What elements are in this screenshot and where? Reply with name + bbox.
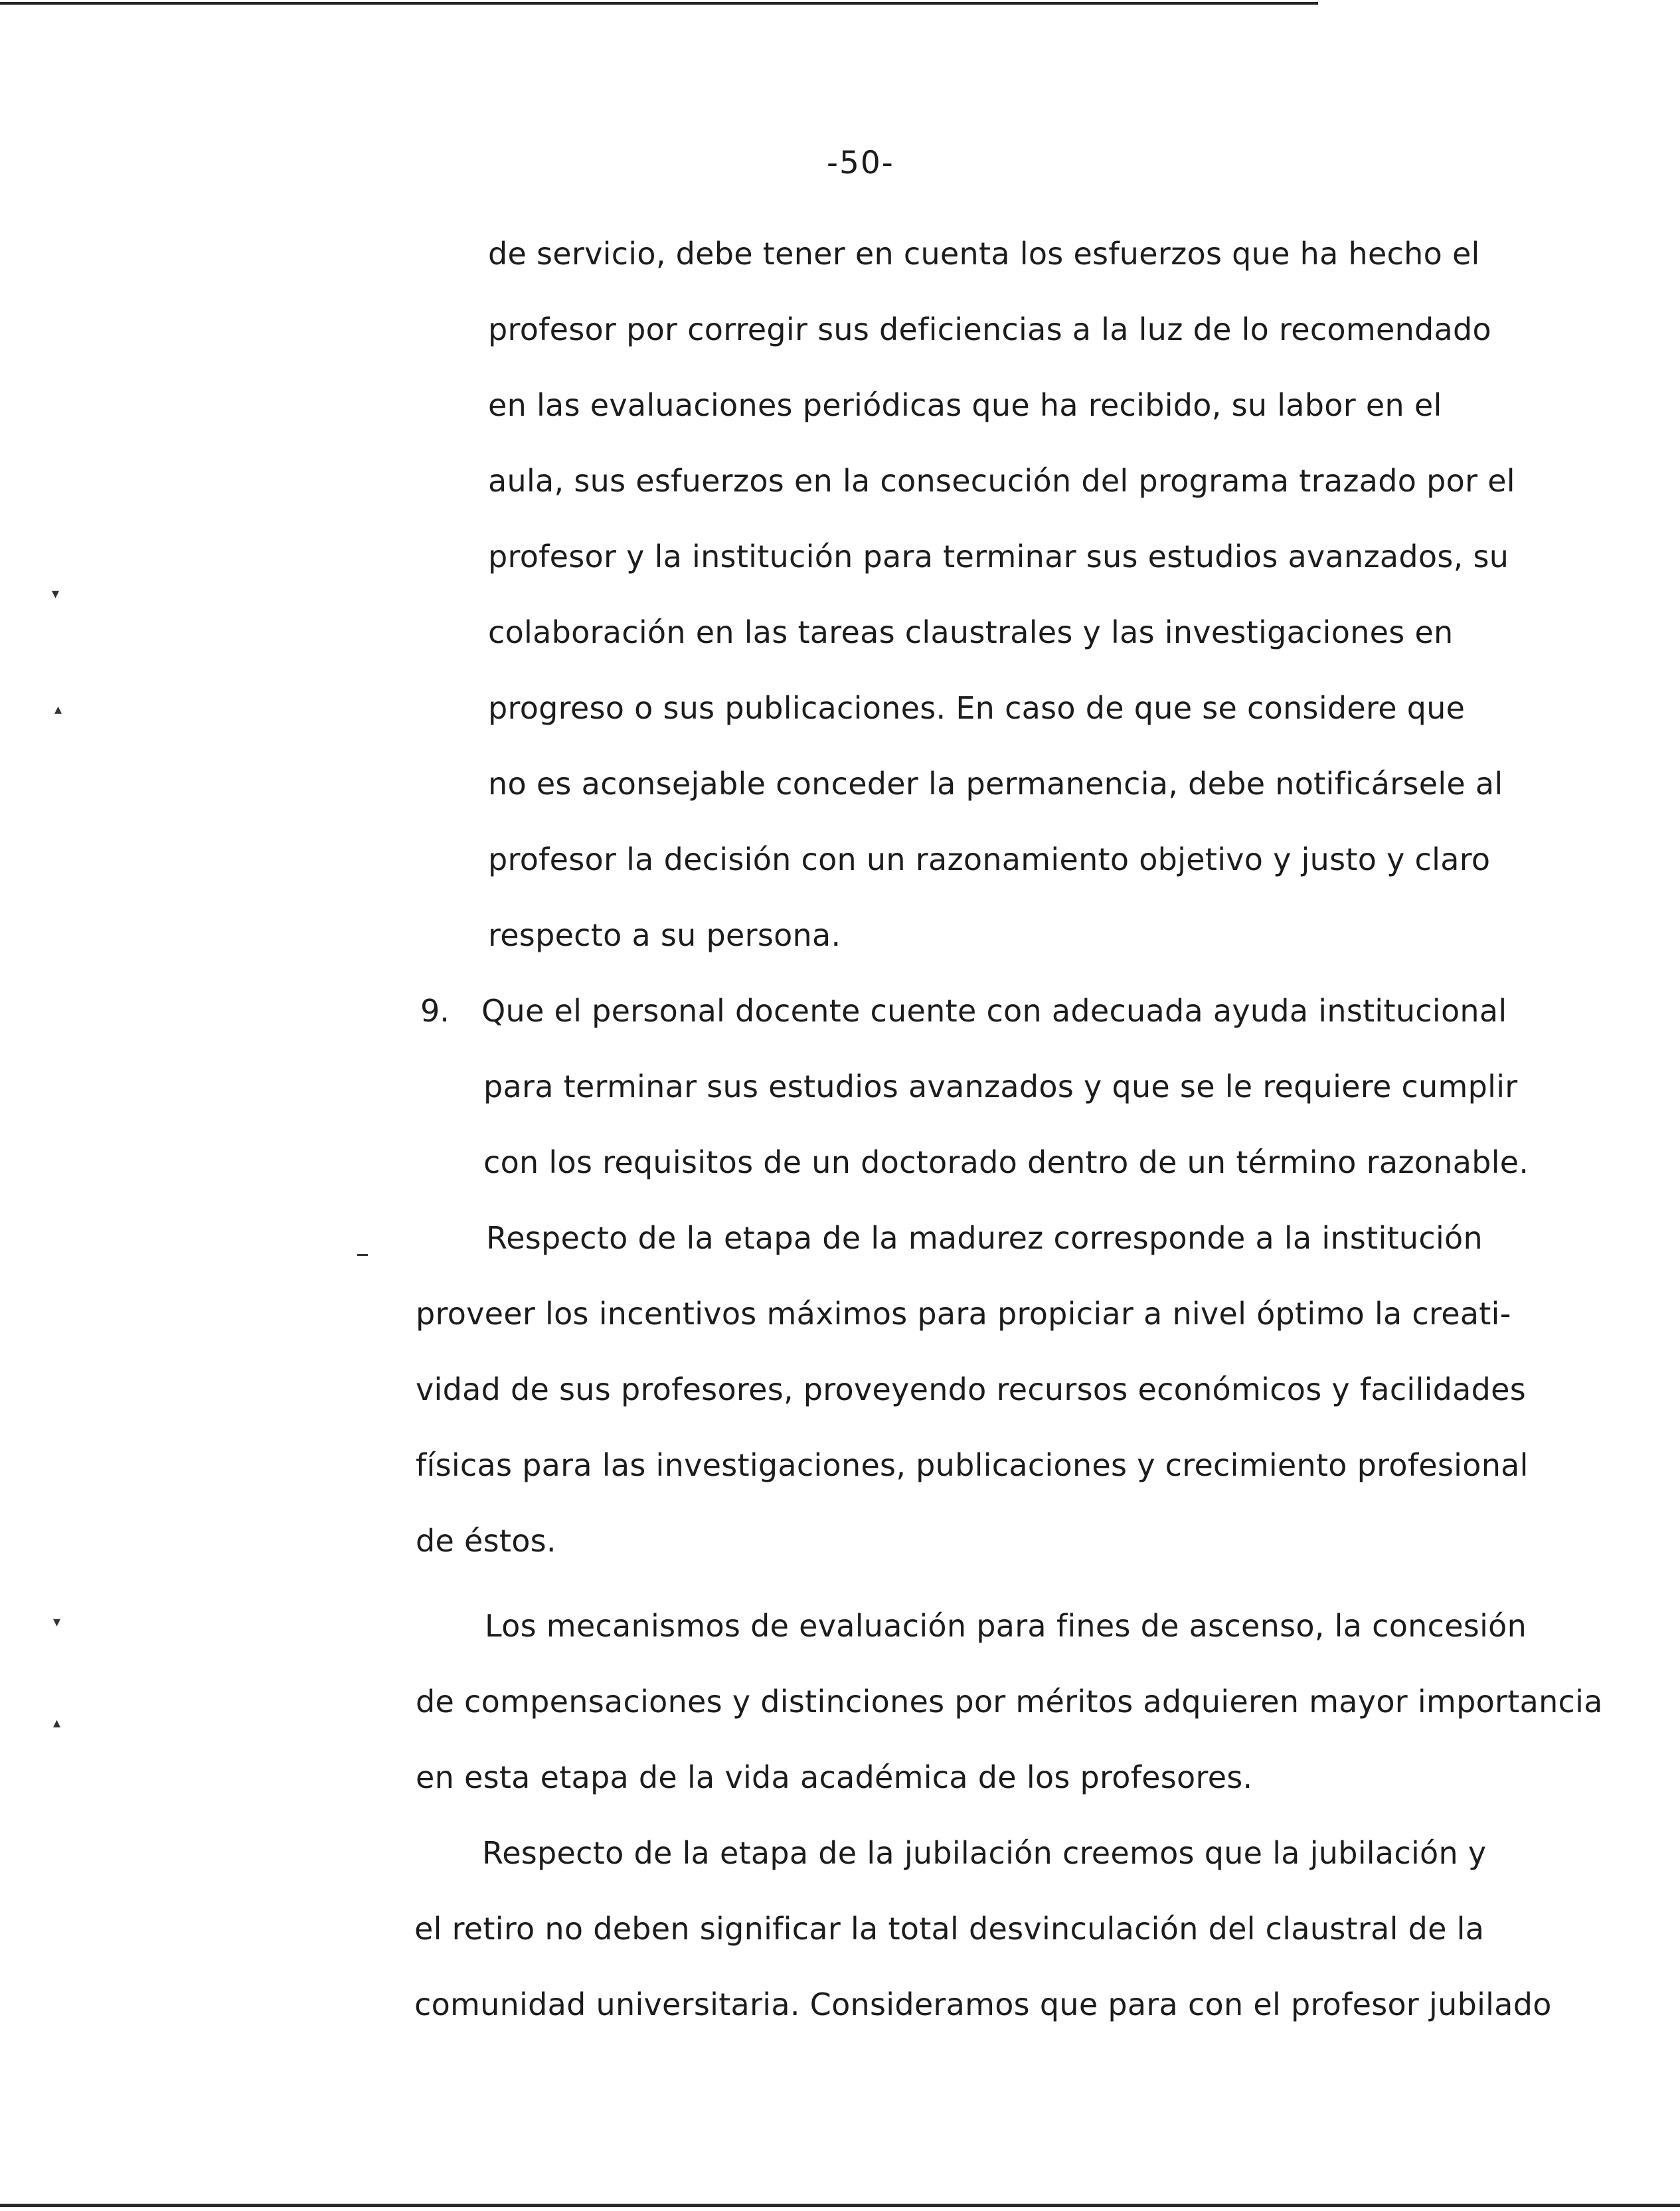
- text-line: profesor la decisión con un razonamiento objetivo y justo y claro: [488, 841, 1491, 877]
- text-line: comunidad universitaria. Consideramos que para con el profesor jubilado: [414, 1987, 1552, 2022]
- text-line: profesor por corregir sus deficiencias a la luz de lo recomendado: [488, 311, 1491, 347]
- bottom-edge-rule: [0, 2204, 1680, 2207]
- scan-artifact-dash: [357, 1254, 368, 1256]
- text-line: el retiro no deben significar la total desvinculación del claustral de la: [414, 1911, 1485, 1947]
- scan-artifact-mark: ▾: [53, 1614, 61, 1631]
- top-edge-rule: [0, 2, 1318, 5]
- list-item-number: 9.: [420, 993, 450, 1029]
- text-line: profesor y la institución para terminar sus estudios avanzados, su: [488, 539, 1509, 575]
- text-line: con los requisitos de un doctorado dentro de un término razonable.: [483, 1144, 1529, 1180]
- text-line: Respecto de la etapa de la madurez corresponde a la institución: [486, 1220, 1483, 1256]
- text-line: Respecto de la etapa de la jubilación creemos que la jubilación y: [482, 1835, 1487, 1871]
- scan-artifact-mark: ▴: [54, 701, 62, 718]
- text-line: proveer los incentivos máximos para propiciar a nivel óptimo la creati-: [416, 1296, 1511, 1332]
- text-line: de éstos.: [416, 1523, 556, 1559]
- text-line: en las evaluaciones periódicas que ha recibido, su labor en el: [488, 387, 1442, 423]
- text-line: progreso o sus publicaciones. En caso de que se considere que: [488, 690, 1466, 726]
- text-line: de servicio, debe tener en cuenta los esfuerzos que ha hecho el: [488, 236, 1480, 272]
- page-number: -50-: [827, 145, 894, 181]
- text-line: Los mecanismos de evaluación para fines de ascenso, la concesión: [485, 1608, 1527, 1644]
- text-line: respecto a su persona.: [488, 917, 841, 953]
- scan-artifact-mark: ▾: [52, 586, 60, 602]
- text-line: en esta etapa de la vida académica de los profesores.: [416, 1759, 1253, 1795]
- text-line: físicas para las investigaciones, publicaciones y crecimiento profesional: [416, 1447, 1529, 1483]
- text-line: de compensaciones y distinciones por méritos adquieren mayor importancia: [416, 1684, 1603, 1720]
- text-line: para terminar sus estudios avanzados y que se le requiere cumplir: [483, 1069, 1518, 1105]
- scan-artifact-mark: ▴: [53, 1715, 61, 1731]
- text-line: aula, sus esfuerzos en la consecución del programa trazado por el: [488, 463, 1515, 499]
- text-line: colaboración en las tareas claustrales y las investigaciones en: [488, 614, 1454, 650]
- text-line: no es aconsejable conceder la permanencia, debe notificársele al: [488, 766, 1503, 802]
- text-line: vidad de sus profesores, proveyendo recursos económicos y facilidades: [416, 1371, 1527, 1407]
- text-line: Que el personal docente cuente con adecuada ayuda institucional: [481, 993, 1507, 1029]
